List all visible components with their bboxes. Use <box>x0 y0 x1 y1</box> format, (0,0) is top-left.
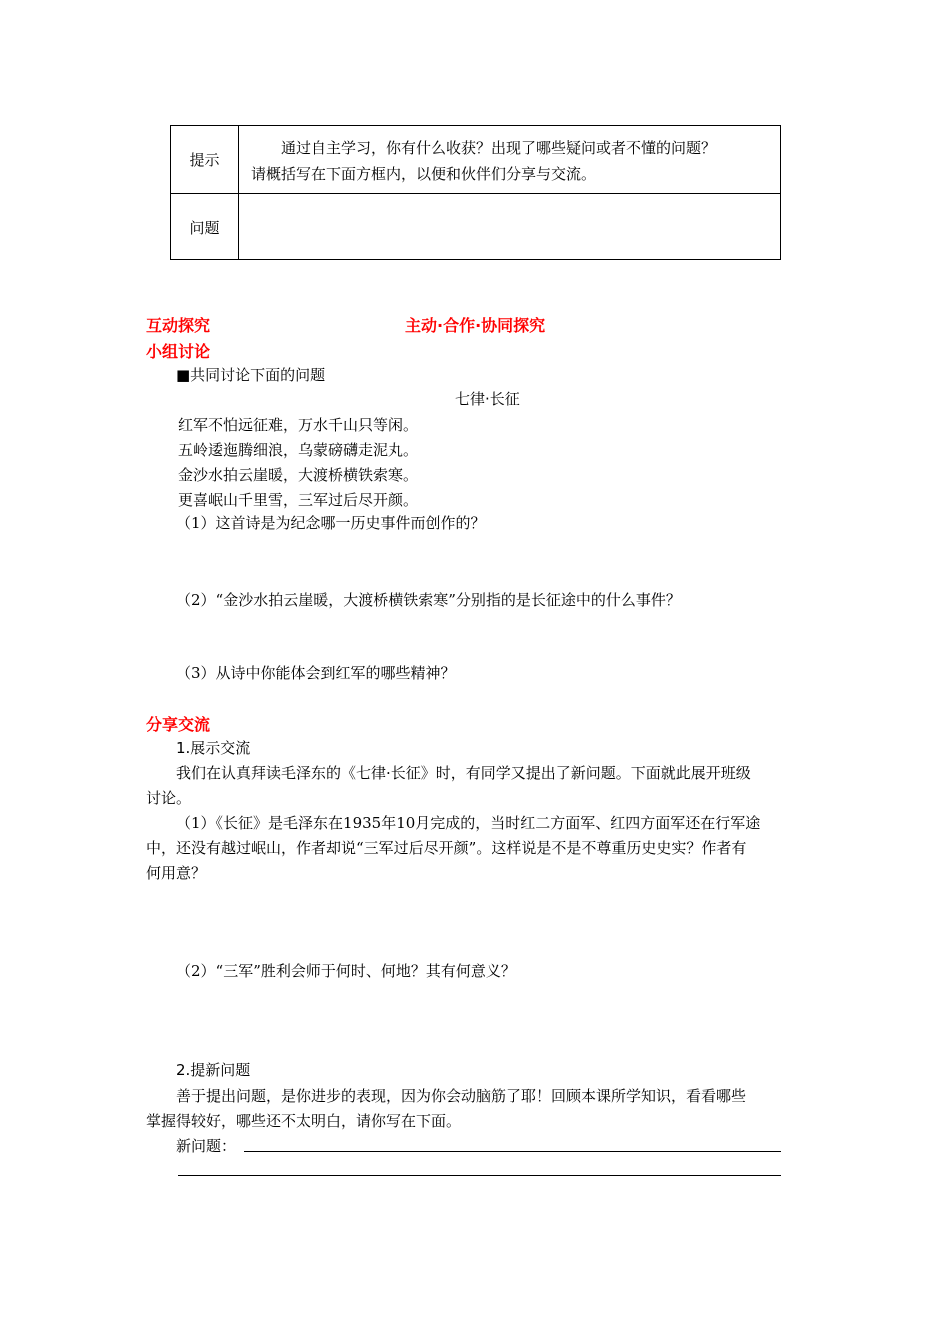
hint-text-line1: 通过自主学习，你有什么收获？出现了哪些疑问或者不懂的问题？ <box>281 139 717 157</box>
group-discussion-title: 小组讨论 <box>146 342 211 361</box>
question-label: 问题 <box>189 219 220 237</box>
hint-label: 提示 <box>189 151 220 169</box>
paragraph-3-line1: 善于提出问题，是你进步的表现，因为你会动脑筋了耶！回顾本课所学知识，看看哪些 <box>176 1087 747 1105</box>
paragraph-2-line2: 中，还没有越过岷山，作者却说“三军过后尽开颜”。这样说是不是不尊重历史史实？作者有 <box>146 839 747 857</box>
subsection-display: 1.展示交流 <box>176 739 251 757</box>
question-3: （3）从诗中你能体会到红军的哪些精神？ <box>176 664 456 682</box>
poem-line: 更喜岷山千里雪，三军过后尽开颜。 <box>178 491 419 509</box>
discussion-task: ■共同讨论下面的问题 <box>176 366 326 384</box>
paragraph-2-line3: 何用意？ <box>146 864 207 882</box>
paragraph-1-line2: 讨论。 <box>146 789 192 807</box>
poem-line: 五岭逶迤腾细浪，乌蒙磅礴走泥丸。 <box>178 441 419 459</box>
answer-line-1[interactable] <box>244 1151 781 1152</box>
section-title-interactive: 互动探究 <box>146 316 211 335</box>
paragraph-1-line1: 我们在认真拜读毛泽东的《七律·长征》时，有同学又提出了新问题。下面就此展开班级 <box>176 764 751 782</box>
section-subtitle: 主动·合作·协同探究 <box>405 316 546 335</box>
question-1: （1）这首诗是为纪念哪一历史事件而创作的？ <box>176 514 486 532</box>
answer-line-2[interactable] <box>178 1175 781 1176</box>
hint-question-table <box>170 125 781 260</box>
new-question-label: 新问题： <box>176 1137 237 1155</box>
question-2: （2）“金沙水拍云崖暖，大渡桥横铁索寒”分别指的是长征途中的什么事件？ <box>176 591 681 609</box>
subsection-new-questions: 2.提新问题 <box>176 1061 251 1079</box>
share-exchange-title: 分享交流 <box>146 715 211 734</box>
paragraph-3-line2: 掌握得较好，哪些还不太明白，请你写在下面。 <box>146 1112 462 1130</box>
question-answer-box[interactable] <box>239 194 780 259</box>
poem-line: 红军不怕远征难，万水千山只等闲。 <box>178 416 419 434</box>
hint-text-line2: 请概括写在下面方框内，以便和伙伴们分享与交流。 <box>251 165 597 183</box>
poem-title: 七律·长征 <box>455 390 520 408</box>
paragraph-2-line1: （1）《长征》是毛泽东在1935年10月完成的，当时红二方面军、红四方面军还在行军途 <box>176 814 761 832</box>
share-question-2: （2）“三军”胜利会师于何时、何地？其有何意义？ <box>176 962 516 980</box>
poem-line: 金沙水拍云崖暖，大渡桥横铁索寒。 <box>178 466 419 484</box>
